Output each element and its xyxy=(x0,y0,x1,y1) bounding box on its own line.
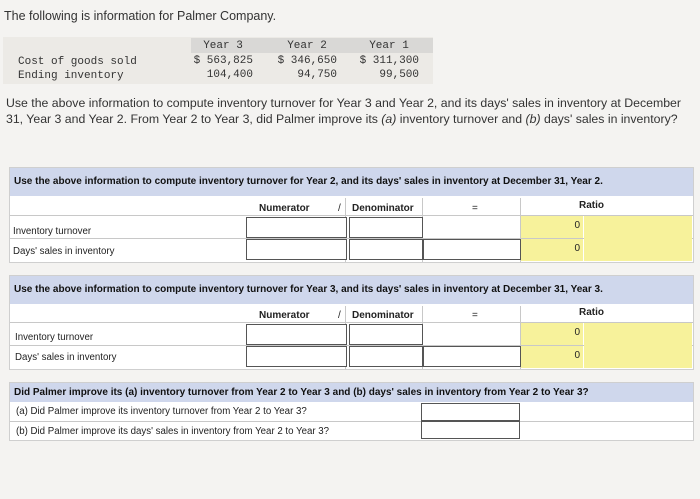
year3-ratio-extension xyxy=(584,323,692,368)
improve-b-select[interactable] xyxy=(421,421,520,439)
year3-row-days-sales: Days' sales in inventory xyxy=(15,352,117,363)
year2-days-sales-numerator-input[interactable] xyxy=(246,239,347,260)
improve-row-a: (a) Did Palmer improve its inventory turnover from Year 2 to Year 3? xyxy=(16,406,307,417)
year3-denominator-header: Denominator xyxy=(352,310,414,321)
instructions-text: Use the above information to compute inventory turnover for Year 3 and Year 2, and its days' sales in inventory at December 31, Year 3 and Year 2. From Year 2 to Year 3, did Palmer improve its (a) inventory turnover and (b) days' sales in inventory? xyxy=(6,96,681,126)
intro-text: The following is information for Palmer Company. xyxy=(4,9,277,23)
year2-ratio-extension xyxy=(584,216,692,261)
inventory-year1: 99,500 xyxy=(379,69,419,81)
year2-panel xyxy=(9,167,694,263)
year3-inventory-turnover-ratio-value: 0 xyxy=(574,327,580,338)
header-year2: Year 2 xyxy=(287,40,327,52)
year3-panel xyxy=(9,275,694,370)
year3-equals: = xyxy=(472,310,478,321)
improve-a-select[interactable] xyxy=(421,403,520,421)
year3-row-inventory-turnover: Inventory turnover xyxy=(15,332,94,343)
year3-days-sales-denominator-input[interactable] xyxy=(349,346,423,367)
cogs-year3: $ 563,825 xyxy=(193,55,253,67)
improve-row-b: (b) Did Palmer improve its days' sales in inventory from Year 2 to Year 3? xyxy=(16,426,330,437)
label-inventory: Ending inventory xyxy=(18,70,124,82)
year3-panel-title: Use the above information to compute inventory turnover for Year 3, and its days' sales in inventory at December 31, Year 3. xyxy=(10,276,693,304)
year2-denominator-header: Denominator xyxy=(352,203,414,214)
cogs-year2: $ 346,650 xyxy=(277,55,337,67)
year2-panel-title: Use the above information to compute inventory turnover for Year 2, and its days' sales in inventory at December 31, Year 2. xyxy=(10,168,693,196)
year3-days-sales-days-input[interactable] xyxy=(423,346,521,367)
improve-panel-title: Did Palmer improve its (a) inventory turnover from Year 2 to Year 3 and (b) days' sales in inventory from Year 2 to Year 3? xyxy=(10,383,693,402)
improve-panel xyxy=(9,382,694,441)
label-cogs: Cost of goods sold xyxy=(18,56,137,68)
year2-inventory-turnover-numerator-input[interactable] xyxy=(246,217,347,238)
year2-inventory-turnover-denominator-input[interactable] xyxy=(349,217,423,238)
year3-numerator-header: Numerator xyxy=(259,310,310,321)
year3-ratio-header: Ratio xyxy=(579,307,604,318)
year2-equals: = xyxy=(472,203,478,214)
header-year3: Year 3 xyxy=(203,40,243,52)
year2-days-sales-ratio-value: 0 xyxy=(574,243,580,254)
year3-inventory-turnover-denominator-input[interactable] xyxy=(349,324,423,345)
inventory-year2: 94,750 xyxy=(297,69,337,81)
year3-days-sales-numerator-input[interactable] xyxy=(246,346,347,367)
year2-row-inventory-turnover: Inventory turnover xyxy=(13,226,92,237)
year2-numerator-header: Numerator xyxy=(259,203,310,214)
year3-slash: / xyxy=(338,310,341,321)
year2-ratio-header: Ratio xyxy=(579,200,604,211)
cogs-year1: $ 311,300 xyxy=(359,55,419,67)
year2-row-days-sales: Days' sales in inventory xyxy=(13,246,115,257)
year2-days-sales-days-input[interactable] xyxy=(423,239,521,260)
year2-inventory-turnover-ratio-value: 0 xyxy=(574,220,580,231)
inventory-year3: 104,400 xyxy=(206,69,253,81)
year3-days-sales-ratio-value: 0 xyxy=(574,350,580,361)
year3-inventory-turnover-numerator-input[interactable] xyxy=(246,324,347,345)
year2-days-sales-denominator-input[interactable] xyxy=(349,239,423,260)
year2-slash: / xyxy=(338,203,341,214)
header-year1: Year 1 xyxy=(369,40,409,52)
data-table xyxy=(3,37,433,84)
